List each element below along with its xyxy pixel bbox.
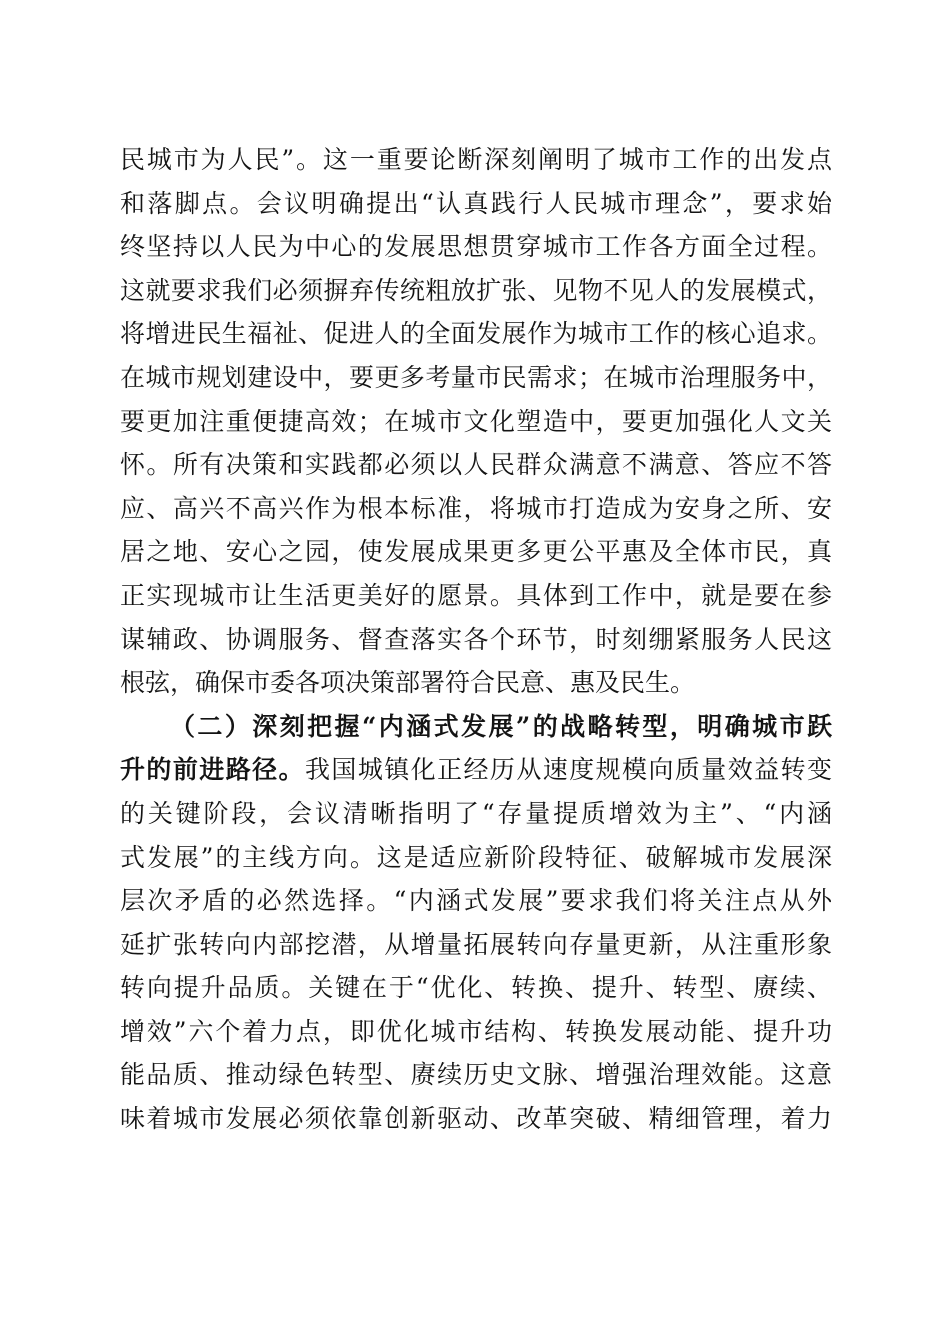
text-line: [120, 748, 832, 792]
text-line: 正实现城市让生活更美好的愿景。具体到工作中，就是要在参: [120, 580, 832, 610]
text-line: 应、高兴不高兴作为根本标准，将城市打造成为安身之所、安: [120, 493, 832, 523]
text-line: 延扩张转向内部挖潜，从增量拓展转向存量更新，从注重形象: [120, 929, 832, 959]
text-line: 这就要求我们必须摒弃传统粗放扩张、见物不见人的发展模式，: [120, 275, 832, 305]
text-line: 的关键阶段，会议清晰指明了“存量提质增效为主”、“内涵: [120, 798, 832, 828]
text-line: 终坚持以人民为中心的发展思想贯穿城市工作各方面全过程。: [120, 232, 832, 262]
text-line: 民城市为人民”。这一重要论断深刻阐明了城市工作的出发点: [120, 145, 832, 174]
paragraph-1: [120, 138, 832, 705]
text-line: 要更加注重便捷高效；在城市文化塑造中，要更加强化人文关: [120, 406, 832, 436]
text-line: 增效”六个着力点，即优化城市结构、转换发展动能、提升功: [120, 1016, 832, 1046]
text-line: 味着城市发展必须依靠创新驱动、改革突破、精细管理，着力: [120, 1104, 832, 1134]
text-line: 能品质、推动绿色转型、赓续历史文脉、增强治理效能。这意: [120, 1060, 832, 1090]
section-heading: （二）深刻把握“内涵式发展”的战略转型，明确城市跃: [170, 711, 832, 741]
text-line: 在城市规划建设中，要更多考量市民需求；在城市治理服务中，: [120, 362, 832, 392]
text-line: 将增进民生福祉、促进人的全面发展作为城市工作的核心追求。: [120, 319, 832, 349]
text-line: 和落脚点。会议明确提出“认真践行人民城市理念”，要求始: [120, 188, 832, 218]
paragraph-2: [120, 705, 832, 1141]
text-line: 怀。所有决策和实践都必须以人民群众满意不满意、答应不答: [120, 450, 832, 480]
text-line: 层次矛盾的必然选择。“内涵式发展”要求我们将关注点从外: [120, 886, 832, 916]
text-line: 谋辅政、协调服务、督查落实各个环节，时刻绷紧服务人民这: [120, 624, 832, 654]
text-line: 式发展”的主线方向。这是适应新阶段特征、破解城市发展深: [120, 842, 832, 872]
text-line-rest: 我国城镇化正经历从速度规模向质量效益转变: [304, 755, 832, 785]
body-text: [120, 138, 832, 1141]
text-line: 根弦，确保市委各项决策部署符合民意、惠及民生。: [120, 668, 696, 698]
text-line: 居之地、安心之园，使发展成果更多更公平惠及全体市民，真: [120, 537, 832, 567]
section-heading-end: 升的前进路径。: [120, 755, 305, 785]
text-line: 转向提升品质。关键在于“优化、转换、提升、转型、赓续、: [120, 973, 832, 1003]
